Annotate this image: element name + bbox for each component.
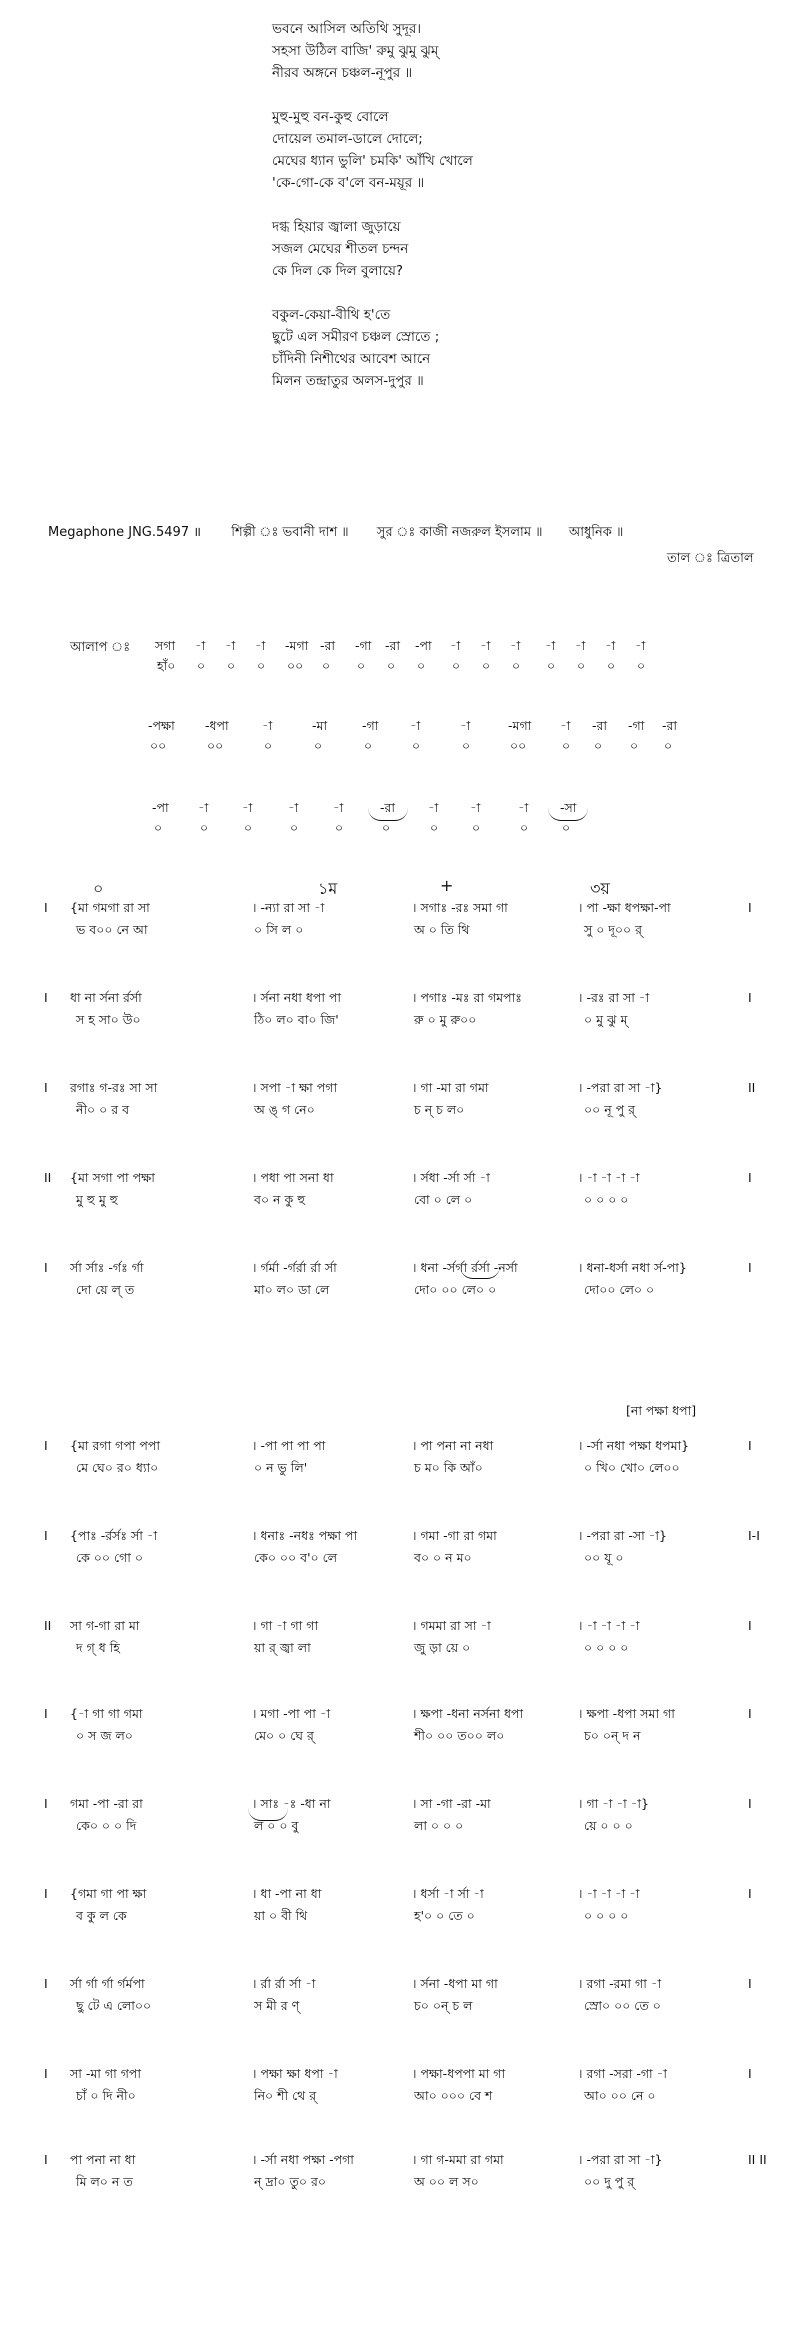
slur-mark (548, 808, 588, 821)
lyric-group: ০ ০ ০ ০ (584, 1908, 629, 1923)
alap-note: -া (198, 800, 209, 815)
lyric-group: স্রো০ ০০ তে ০ (584, 1998, 661, 2013)
note-group: । গা -মা রা গমা (412, 1080, 489, 1095)
note-group: । সাঃ -ঃ -ধা না (252, 1796, 331, 1811)
note-group: । মগা -পা পা -া (252, 1706, 331, 1721)
alap-syllable: ০ (577, 658, 586, 673)
bar-line: I (748, 1438, 752, 1453)
bar-line: II (44, 1618, 52, 1633)
bracket-note: [না পক্ষা ধপা] (626, 1403, 697, 1418)
alap-note: -া (470, 800, 481, 815)
note-group: {-া গা গা গমা (70, 1706, 143, 1721)
lyric-group: ঠি০ ল০ বা০ জি' (254, 1012, 339, 1027)
note-group: । -া -া -া -া (578, 1618, 640, 1633)
alap-note: -গা (355, 638, 372, 653)
bar-line: I (748, 1976, 752, 1991)
alap-syllable: ০ (472, 820, 481, 835)
composer-credit: সুর ঃ কাজী নজরুল ইসলাম ॥ (376, 525, 543, 540)
note-group: । গমমা রা সা -া (412, 1618, 491, 1633)
alap-syllable: ০০ (150, 738, 167, 753)
bar-line: I (44, 1080, 48, 1095)
record-number: Megaphone JNG.5497 ॥ (48, 525, 202, 540)
bar-line: I (748, 1886, 752, 1901)
alap-label: আলাপ ঃ (70, 640, 131, 655)
alap-syllable: ০ (637, 658, 646, 673)
lyric-group: অ ০০ ল স০ (414, 2174, 479, 2189)
lyric-group: ০ ০ ০ ০ (584, 1640, 629, 1655)
beat-marker: ৩য় (590, 879, 610, 898)
note-group: । পক্ষা-ধপপা মা গা (412, 2066, 506, 2081)
alap-note: -া (428, 800, 439, 815)
bar-line: I (748, 1796, 752, 1811)
note-group: । -ন্যা রা সা -া (252, 900, 325, 915)
lyric-group: ভ ব০০ নে আ (76, 922, 148, 937)
alap-syllable: ০ (264, 738, 273, 753)
lyric-group: রু ০ মু রু০০ (414, 1012, 477, 1027)
note-group: । র্গর্মা -র্গর্রা র্রা র্সা (252, 1260, 337, 1275)
poem-text (272, 18, 692, 414)
lyric-group: ব০ ০ ন ম০ (414, 1550, 472, 1565)
alap-note: -া (635, 638, 646, 653)
beat-marker: ১ম (318, 879, 338, 898)
lyric-group: ন্ দ্রা০ তু০ র০ (254, 2174, 326, 2189)
alap-syllable: ০ (452, 658, 461, 673)
bar-line: I (748, 1260, 752, 1275)
alap-note: সগা (155, 638, 176, 653)
alap-note: -া (288, 800, 299, 815)
lyric-group: ০ সি ল ০ (254, 922, 304, 937)
alap-syllable: ০ (382, 820, 391, 835)
poem-line: সজল মেঘের শীতল চন্দন (272, 241, 409, 257)
poem-line: মিলন তন্দ্রাতুর অলস-দুপুর ॥ (272, 373, 424, 389)
note-group: । ক্ষপা -ধনা নর্সনা ধপা (412, 1706, 524, 1721)
alap-note: -রা (380, 800, 396, 815)
lyric-group: জু ড়া য়ে ০ (414, 1640, 471, 1655)
poem-line: নীরব অঙ্গনে চঞ্চল-নূপুর ॥ (272, 65, 413, 81)
lyric-group: ০ মু ঝু ম্ (584, 1012, 628, 1027)
bar-line: I (44, 1706, 48, 1721)
alap-note: -া (545, 638, 556, 653)
lyric-group: আ০ ০০০ বে শ (414, 2088, 493, 2103)
alap-note: -া (225, 638, 236, 653)
lyric-group: নি০ শী থে র্ (254, 2088, 317, 2103)
alap-syllable: ০০ (510, 738, 527, 753)
lyric-group: য়া র্ জ্বা লা (254, 1640, 311, 1655)
note-group: । -পা পা পা পা (252, 1438, 326, 1453)
lyric-group: ০০ দু পু র্ (584, 2174, 635, 2189)
alap-syllable: ০ (257, 658, 266, 673)
alap-syllable: ০ (512, 658, 521, 673)
bar-line: I (44, 1260, 48, 1275)
note-group: । সা -গা -রা -মা (412, 1796, 491, 1811)
lyric-group: চ ম০ কি আঁ০ (414, 1460, 483, 1475)
alap-note: -পা (152, 800, 169, 815)
lyric-group: মে০ ০ ঘে র্ (254, 1728, 314, 1743)
note-group: সা -মা গা গপা (70, 2066, 141, 2081)
note-group: {গমা গা পা ক্ষা (70, 1886, 147, 1901)
note-group: । -া -া -া -া (578, 1886, 640, 1901)
note-group: । -র্সা নধা পক্ষা ধপমা} (578, 1438, 690, 1453)
lyric-group: ল ০ ০ বু (254, 1818, 299, 1833)
bar-line: I-I (748, 1528, 760, 1543)
alap-note: -া (480, 638, 491, 653)
alap-syllable: ০ (462, 738, 471, 753)
lyric-group: য়ে ০ ০ ০ (584, 1818, 633, 1833)
note-group: {পাঃ -র্রর্সঃ র্সা -া (70, 1528, 158, 1543)
alap-syllable: ০ (244, 820, 253, 835)
note-group: । -রঃ রা সা -া (578, 990, 650, 1005)
bar-line: II (44, 1170, 52, 1185)
bar-line: I (748, 2066, 752, 2081)
alap-syllable: ০ (547, 658, 556, 673)
poem-line: সহসা উঠিল বাজি' রুমু ঝুমু ঝুম্ (272, 43, 439, 59)
note-group: । -পরা রা সা -া} (578, 1080, 663, 1095)
alap-syllable: ০ (314, 738, 323, 753)
poem-stanza (272, 216, 692, 282)
bar-line: I (44, 900, 48, 915)
note-group: গমা -পা -রা রা (70, 1796, 143, 1811)
poem-line: কে দিল কে দিল বুলায়ে? (272, 263, 404, 279)
note-group: । সগাঃ -রঃ সমা গা (412, 900, 508, 915)
lyric-group: দো য়ে ল্ ত (76, 1282, 135, 1297)
lyric-group: দো০ ০০ লে০ ০ (414, 1282, 497, 1297)
poem-stanza (272, 106, 692, 194)
lyric-group: ০০ যূ ০ (584, 1550, 624, 1565)
note-group: । র্রা র্রা র্সা -া (252, 1976, 316, 1991)
poem-line: মেঘের ধ্যান ভুলি' চমকি' আঁখি খোলে (272, 153, 473, 169)
lyric-group: ছু টে এ লো০০ (76, 1998, 152, 2013)
alap-note: -া (262, 718, 273, 733)
alap-syllable: হাঁ০ (157, 658, 176, 673)
bar-line: II (748, 1080, 756, 1095)
alap-note: -া (560, 718, 571, 733)
lyric-group: ০ খি০ খো০ লে০০ (584, 1460, 680, 1475)
alap-syllable: ০ (594, 738, 603, 753)
note-group: । সপা -া ক্ষা পগা (252, 1080, 338, 1095)
alap-note: -গা (362, 718, 379, 733)
slur-mark (368, 808, 408, 821)
bar-line: I (44, 2152, 48, 2167)
lyric-group: সু ০ দূ০০ র্ (584, 922, 643, 937)
bar-line: I (748, 1706, 752, 1721)
poem-line: চাঁদিনী নিশীথের আবেশ আনে (272, 351, 431, 367)
lyric-group: ব কু ল কে (76, 1908, 127, 1923)
note-group: । ক্ষপা -ধপা সমা গা (578, 1706, 675, 1721)
poem-line: দগ্ধ হিয়ার জ্বালা জুড়ায়ে (272, 219, 401, 235)
bar-line: I (44, 2066, 48, 2081)
note-group: । গা -া গা গা (252, 1618, 319, 1633)
note-group: । -পরা রা সা -া} (578, 2152, 663, 2167)
note-group: । ধা -পা না ধা (252, 1886, 322, 1901)
lyric-group: ০০ নূ পু র্ (584, 1102, 635, 1117)
note-group: । ধনা -র্সর্গা র্রর্সা -নর্সা (412, 1260, 518, 1275)
note-group: । র্সনা নধা ধপা পা (252, 990, 342, 1005)
tal-label: তাল ঃ ত্রিতাল (667, 551, 754, 566)
lyric-group: লা ০ ০ ০ (414, 1818, 464, 1833)
record-info (48, 522, 760, 544)
alap-note: -া (460, 718, 471, 733)
note-group: ধা না র্সনা র্রর্সা (70, 990, 142, 1005)
note-group: । পা পনা না নধা (412, 1438, 494, 1453)
alap-note: -া (450, 638, 461, 653)
lyric-group: দো০০ লে০ ০ (584, 1282, 655, 1297)
note-group: । র্সনা -ধপা মা গা (412, 1976, 498, 1991)
poem-line: দোয়েল তমাল-ডালে দোলে; (272, 131, 423, 147)
bar-line: I (44, 1886, 48, 1901)
note-group: {মা সগা পা পক্ষা (70, 1170, 155, 1185)
alap-syllable: ০ (430, 820, 439, 835)
alap-syllable: ০ (322, 658, 331, 673)
poem-line: মুহু-মুহু বন-কুহু বোলে (272, 109, 389, 125)
note-group: । ধর্সা -া র্সা -া (412, 1886, 484, 1901)
poem-stanza (272, 304, 692, 392)
note-group: রগাঃ গ-রঃ সা সা (70, 1080, 158, 1095)
bar-line: I (44, 1796, 48, 1811)
bar-line: I (748, 900, 752, 915)
alap-syllable: ০ (630, 738, 639, 753)
alap-note: -া (410, 718, 421, 733)
alap-note: -সা (560, 800, 577, 815)
note-group: পা পনা না ধা (70, 2152, 136, 2167)
note-group: । ধনা-ধর্সা নধা র্স-পা} (578, 1260, 687, 1275)
alap-note: -মগা (508, 718, 532, 733)
note-group: । পগাঃ -মঃ রা গমপাঃ (412, 990, 522, 1005)
lyric-group: কে০ ০ ০ দি (76, 1818, 137, 1833)
bar-line: I (748, 1170, 752, 1185)
lyric-group: ০ ০ ০ ০ (584, 1192, 629, 1207)
alap-syllable: ০ (200, 820, 209, 835)
note-group: সা গ-গা রা মা (70, 1618, 140, 1633)
bar-line: I (44, 990, 48, 1005)
alap-syllable: ০০ (287, 658, 304, 673)
lyric-group: স হ সা০ উ০ (76, 1012, 141, 1027)
note-group: । রগা -সরা -গা -া (578, 2066, 667, 2081)
lyric-group: ০ ন ভু লি' (254, 1460, 308, 1475)
alap-note: -রা (662, 718, 678, 733)
alap-note: -া (242, 800, 253, 815)
lyric-group: চাঁ ০ দি নী০ (76, 2088, 136, 2103)
alap-note: -গা (628, 718, 645, 733)
lyric-group: কে ০০ গো ০ (76, 1550, 144, 1565)
alap-syllable: ০ (607, 658, 616, 673)
beat-marker: + (440, 876, 454, 895)
note-group: । গা -া -া -া} (578, 1796, 650, 1811)
lyric-group: স মী র ণ্ (254, 1998, 300, 2013)
note-group: । -র্সা নধা পক্ষা -পগা (252, 2152, 354, 2167)
lyric-group: চ ন্ চ ল০ (414, 1102, 465, 1117)
alap-syllable: ০০ (207, 738, 224, 753)
alap-syllable: ০ (482, 658, 491, 673)
alap-syllable: ০ (387, 658, 396, 673)
note-group: । রগা -রমা গা -া (578, 1976, 662, 1991)
poem-line: বকুল-কেয়া-বীথি হ'তে (272, 307, 391, 323)
alap-note: -া (195, 638, 206, 653)
lyric-group: কে০ ০০ ব'০ লে (254, 1550, 338, 1565)
note-group: । র্সধা -র্সা র্সা -া (412, 1170, 490, 1185)
alap-syllable: ০ (154, 820, 163, 835)
alap-note: -রা (385, 638, 401, 653)
alap-note: -া (510, 638, 521, 653)
note-group: র্সা র্গা র্গা র্গর্মপা (70, 1976, 145, 1991)
poem-stanza (272, 18, 692, 84)
bar-line: I (748, 990, 752, 1005)
alap-note: -া (605, 638, 616, 653)
bar-line: I (44, 1976, 48, 1991)
poem-line: ভবনে আসিল অতিথি সুদূর। (272, 21, 422, 37)
note-group: । পা -ক্ষা ধপক্ষা-পা (578, 900, 671, 915)
lyric-group: বো ০ লে ০ (414, 1192, 473, 1207)
note-group: । -পরা রা -সা -া} (578, 1528, 667, 1543)
alap-syllable: ০ (335, 820, 344, 835)
lyric-group: হ'০ ০ তে ০ (414, 1908, 475, 1923)
alap-note: -রা (320, 638, 336, 653)
lyric-group: অ ঙ্ গ নে০ (254, 1102, 315, 1117)
alap-syllable: ০ (290, 820, 299, 835)
lyric-group: মা০ ল০ ডা লে (254, 1282, 330, 1297)
bar-line: I (748, 1618, 752, 1633)
note-group: {মা গমগা রা সা (70, 900, 150, 915)
bar-line: I (44, 1528, 48, 1543)
alap-syllable: ০ (227, 658, 236, 673)
beat-marker: ০ (93, 879, 104, 898)
alap-note: -া (333, 800, 344, 815)
bar-line: I (44, 1438, 48, 1453)
poem-line: 'কে-গো-কে ব'লে বন-ময়ূর ॥ (272, 175, 425, 191)
alap-note: -মগা (285, 638, 309, 653)
lyric-group: দ গ্ ধ হি (76, 1640, 120, 1655)
lyric-group: ব০ ন কু হু (254, 1192, 306, 1207)
lyric-group: মে ঘে০ র০ ধ্যা০ (76, 1460, 159, 1475)
note-group: । পধা পা সনা ধা (252, 1170, 334, 1185)
lyric-group: মি ল০ ন ত (76, 2174, 133, 2189)
note-group: । গা গ-মমা রা গমা (412, 2152, 504, 2167)
lyric-group: চ০ ০ন্ চ ল (414, 1998, 473, 2013)
genre-label: আধুনিক ॥ (568, 525, 624, 540)
note-group: র্সা র্সাঃ -র্গঃ র্গা (70, 1260, 144, 1275)
note-group: । পক্ষা ক্ষা ধপা -া (252, 2066, 338, 2081)
alap-syllable: ০ (417, 658, 426, 673)
alap-note: -মা (312, 718, 328, 733)
alap-syllable: ০ (562, 738, 571, 753)
bar-line: II II (748, 2152, 767, 2167)
lyric-group: ০ স জ ল০ (76, 1728, 133, 1743)
alap-syllable: ০ (562, 820, 571, 835)
lyric-group: আ০ ০০ নে ০ (584, 2088, 656, 2103)
lyric-group: অ ০ তি থি (414, 922, 470, 937)
note-group: {মা রগা গপা পপা (70, 1438, 161, 1453)
lyric-group: য়া ০ বী থি (254, 1908, 308, 1923)
alap-note: -পক্ষা (148, 718, 175, 733)
alap-syllable: ০ (520, 820, 529, 835)
alap-note: -রা (592, 718, 608, 733)
lyric-group: চ০ ০ন্ দ ন (584, 1728, 641, 1743)
alap-note: -া (518, 800, 529, 815)
alap-syllable: ০ (197, 658, 206, 673)
lyric-group: মু হু মু হু (76, 1192, 118, 1207)
alap-note: -া (575, 638, 586, 653)
note-group: । গমা -গা রা গমা (412, 1528, 497, 1543)
alap-note: -পা (415, 638, 432, 653)
artist-credit: শিল্পী ঃ ভবানী দাশ ॥ (231, 525, 349, 540)
poem-line: ছুটে এল সমীরণ চঞ্চল স্রোতে ; (272, 329, 440, 345)
alap-note: -া (255, 638, 266, 653)
note-group: । ধনাঃ -নধঃ পক্ষা পা (252, 1528, 358, 1543)
alap-syllable: ০ (412, 738, 421, 753)
alap-syllable: ০ (364, 738, 373, 753)
lyric-group: শী০ ০০ ত০০ ল০ (414, 1728, 505, 1743)
alap-note: -ধপা (205, 718, 229, 733)
lyric-group: নী০ ০ র ব (76, 1102, 130, 1117)
alap-syllable: ০ (664, 738, 673, 753)
note-group: । -া -া -া -া (578, 1170, 640, 1185)
alap-syllable: ০ (357, 658, 366, 673)
